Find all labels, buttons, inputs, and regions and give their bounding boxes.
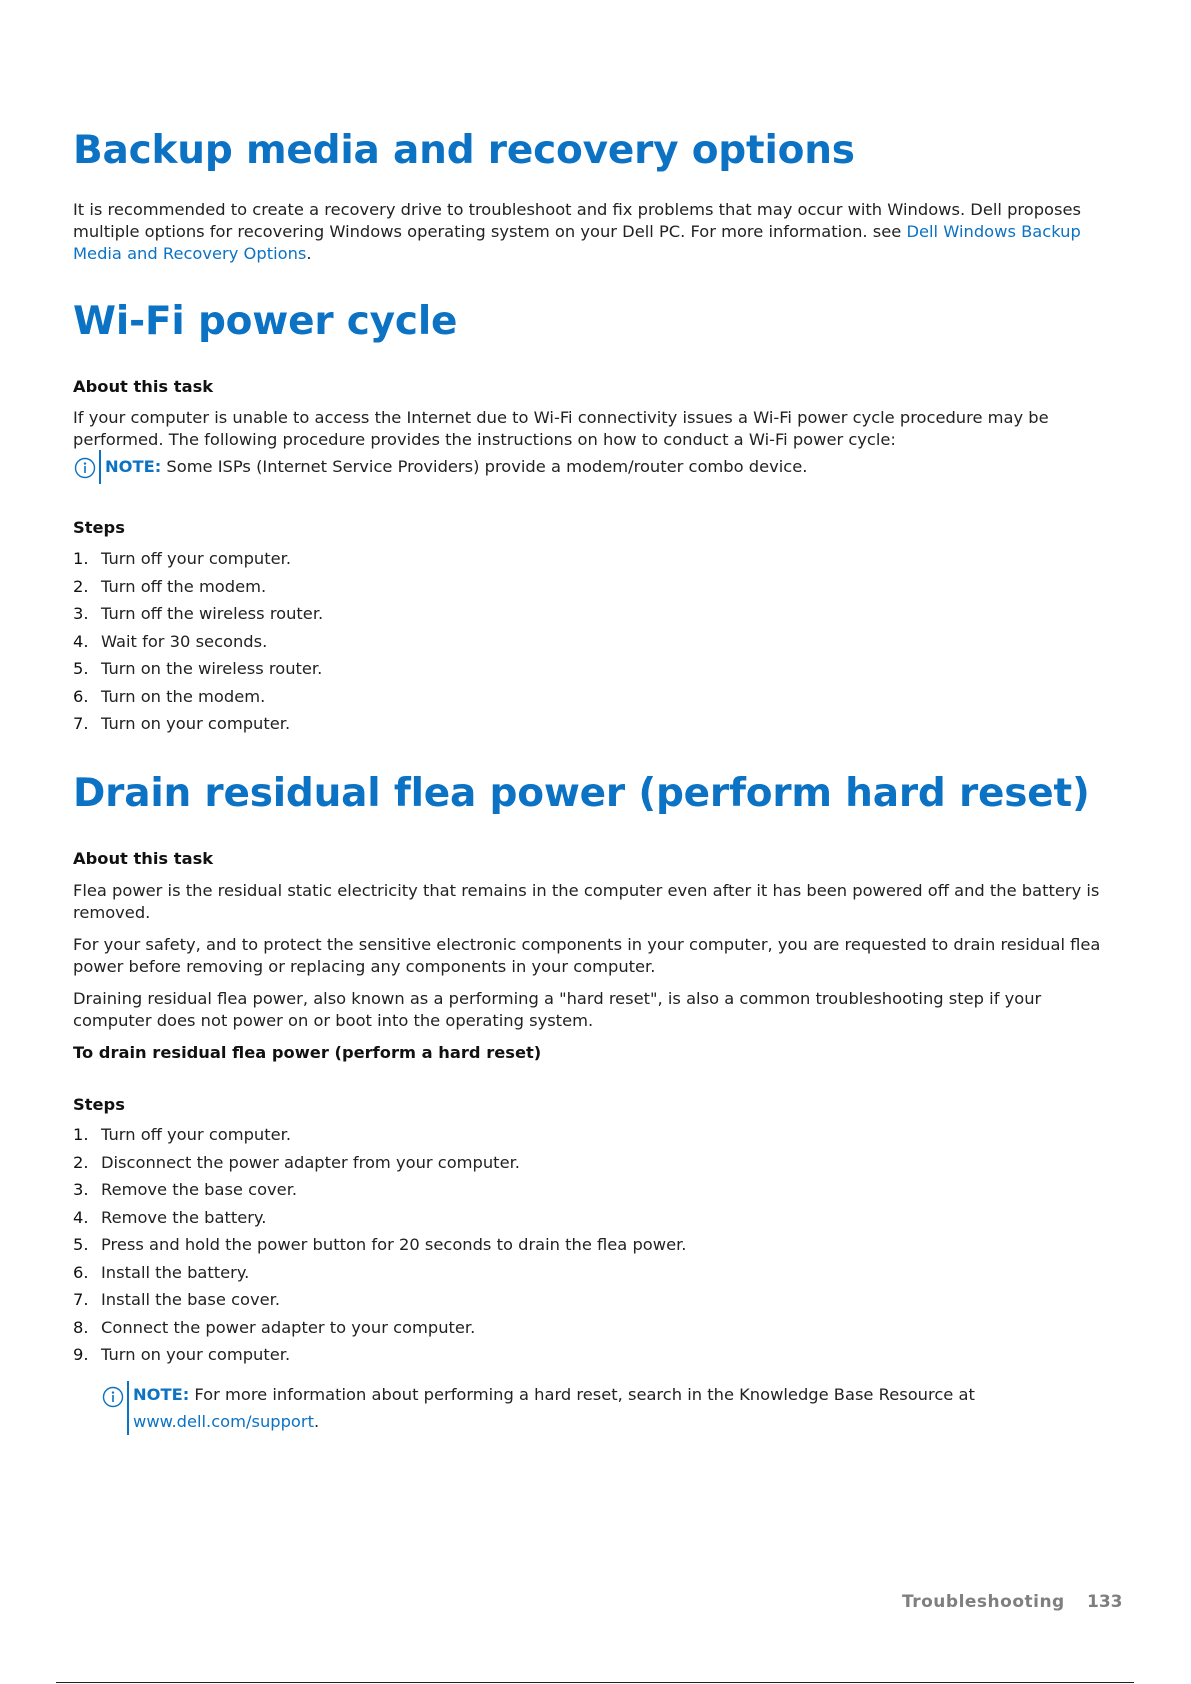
step-number: 6. xyxy=(73,686,89,706)
step-item xyxy=(73,710,1118,738)
step-item xyxy=(73,573,1118,601)
step-text: Install the base cover. xyxy=(101,1290,281,1309)
footer-page-number: 133 xyxy=(1087,1592,1123,1612)
step-item xyxy=(73,1314,1118,1342)
wifi-note-text: Some ISPs (Internet Service Providers) provide a modem/router combo device. xyxy=(161,457,808,476)
step-text: Press and hold the power button for 20 seconds to drain the flea power. xyxy=(101,1235,687,1254)
step-item xyxy=(73,1204,1118,1232)
step-item xyxy=(73,1341,1118,1369)
step-item xyxy=(73,600,1118,628)
backup-intro-paragraph xyxy=(73,199,1118,265)
step-text: Remove the base cover. xyxy=(101,1180,298,1199)
flea-note-label: NOTE: xyxy=(133,1385,190,1404)
step-text: Remove the battery. xyxy=(101,1207,267,1227)
flea-subheading: To drain residual flea power (perform a hard reset) xyxy=(73,1043,542,1062)
dell-support-link[interactable]: www.dell.com/support xyxy=(133,1412,314,1431)
flea-steps-list xyxy=(73,1121,1118,1369)
backup-intro-text: It is recommended to create a recovery drive to troubleshoot and fix problems that may occur with Windows. Dell proposes multiple options for recovering Windows operating system on your Dell PC. For more information. see xyxy=(73,200,1081,241)
step-item xyxy=(73,1231,1118,1259)
step-number: 1. xyxy=(73,1125,89,1144)
step-item xyxy=(73,1176,1118,1204)
step-item xyxy=(73,683,1118,711)
step-number: 2. xyxy=(73,1152,89,1172)
step-number: 1. xyxy=(73,549,89,568)
step-item xyxy=(73,1286,1118,1314)
wifi-note-body xyxy=(99,450,807,484)
step-number: 8. xyxy=(73,1317,89,1337)
step-text: Wait for 30 seconds. xyxy=(101,631,268,651)
step-text: Disconnect the power adapter from your computer. xyxy=(101,1152,520,1172)
info-circle-icon xyxy=(74,457,96,479)
backup-intro-end: . xyxy=(306,244,312,263)
step-number: 4. xyxy=(73,631,89,651)
wifi-about-text: If your computer is unable to access the Internet due to Wi-Fi connectivity issues a Wi-Fi power cycle procedure may be performed. The following procedure provides the instructions on how to conduct a Wi-Fi power cycle: xyxy=(73,408,1049,449)
flea-steps-label: Steps xyxy=(73,1095,125,1114)
step-text: Install the battery. xyxy=(101,1262,250,1282)
wifi-steps-list xyxy=(73,545,1118,738)
step-number: 3. xyxy=(73,1180,89,1199)
step-number: 9. xyxy=(73,1345,89,1364)
step-number: 7. xyxy=(73,714,89,733)
footer-divider xyxy=(56,1682,1134,1683)
backup-section-title: Backup media and recovery options xyxy=(73,128,855,173)
step-number: 4. xyxy=(73,1207,89,1227)
step-text: Turn on the wireless router. xyxy=(101,659,323,678)
step-text: Turn off the modem. xyxy=(101,576,267,596)
step-item xyxy=(73,1149,1118,1177)
flea-paragraph-3: Draining residual flea power, also known as a performing a "hard reset", is also a common troubleshooting step if your computer does not power on or boot into the operating system. xyxy=(73,989,1042,1030)
step-number: 5. xyxy=(73,659,89,678)
step-item xyxy=(73,628,1118,656)
dell-backup-recovery-link[interactable]: Dell Windows Backup Media and Recovery Options xyxy=(73,222,1081,263)
step-number: 3. xyxy=(73,604,89,623)
wifi-note xyxy=(74,456,1114,484)
wifi-steps-label: Steps xyxy=(73,518,125,537)
flea-note-text: For more information about performing a hard reset, search in the Knowledge Base Resource at xyxy=(189,1385,975,1404)
flea-note-body xyxy=(127,1381,1108,1435)
flea-section-title: Drain residual flea power (perform hard reset) xyxy=(73,771,1090,816)
step-text: Turn off the wireless router. xyxy=(101,604,324,623)
footer-section-title: Troubleshooting xyxy=(902,1592,1065,1612)
step-text: Turn off your computer. xyxy=(101,1125,292,1144)
flea-paragraph-2: For your safety, and to protect the sensitive electronic components in your computer, you are requested to drain residual flea power before removing or replacing any components in your computer. xyxy=(73,935,1101,976)
step-number: 6. xyxy=(73,1262,89,1282)
flea-note-end: . xyxy=(313,1412,320,1431)
step-number: 2. xyxy=(73,576,89,596)
step-text: Turn on the modem. xyxy=(101,686,266,706)
flea-note xyxy=(102,1381,1112,1435)
step-text: Turn off your computer. xyxy=(101,549,292,568)
flea-about-label: About this task xyxy=(73,849,214,868)
wifi-section-title: Wi-Fi power cycle xyxy=(73,299,458,344)
step-item xyxy=(73,655,1118,683)
step-text: Turn on your computer. xyxy=(101,1345,291,1364)
info-circle-icon xyxy=(102,1386,124,1408)
wifi-note-label: NOTE: xyxy=(105,457,162,476)
step-text: Turn on your computer. xyxy=(101,714,291,733)
step-item xyxy=(73,545,1118,573)
step-item xyxy=(73,1121,1118,1149)
step-text: Connect the power adapter to your computer. xyxy=(101,1317,476,1337)
wifi-about-label: About this task xyxy=(73,377,214,396)
step-number: 7. xyxy=(73,1290,89,1309)
step-item xyxy=(73,1259,1118,1287)
flea-paragraph-1: Flea power is the residual static electricity that remains in the computer even after it has been powered off and the battery is removed. xyxy=(73,881,1100,922)
step-number: 5. xyxy=(73,1235,89,1254)
